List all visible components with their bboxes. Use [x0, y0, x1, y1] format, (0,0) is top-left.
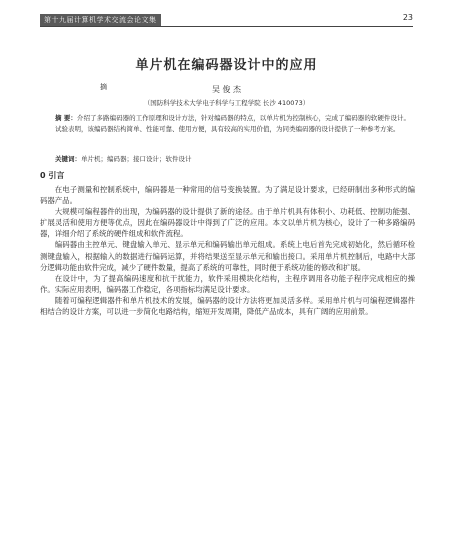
- journal-name: 第十九届计算机学术交流会论文集: [40, 14, 161, 26]
- author-affiliation: （国防科学技术大学电子科学与工程学院 长沙 410073）: [143, 99, 310, 107]
- body-text: [40, 184, 415, 317]
- paragraph: 在设计中，为了提高编码速度和抗干扰能力，软件采用模块化结构，主程序调用各功能子程序完成相应的操作。实际应用表明，编码器工作稳定，各项指标均满足设计要求。: [40, 273, 415, 294]
- paragraph: 大规模可编程器件的出现，为编码器的设计提供了新的途径。由于单片机具有体积小、功耗低、控制功能强、扩展灵活和使用方便等优点，因此在编码器设计中得到了广泛的应用。本文以单片机为核心，设计了一种多路编码器，详细介绍了系统的硬件组成和软件流程。: [40, 207, 415, 239]
- paragraph: 随着可编程逻辑器件和单片机技术的发展，编码器的设计方法将更加灵活多样。采用单片机与可编程逻辑器件相结合的设计方案，可以进一步简化电路结构，缩短开发周期，降低产品成本，具有广阔的应用前景。: [40, 295, 415, 317]
- keywords-text: 单片机；编码器；接口设计；软件设计: [81, 155, 192, 163]
- abstract: [55, 113, 410, 134]
- keywords: [55, 154, 410, 164]
- running-header: [40, 12, 413, 27]
- paragraph: 编码器由主控单元、键盘输入单元、显示单元和编码输出单元组成。系统上电后首先完成初始化，然后循环检测键盘输入，根据输入的数据进行编码运算，并将结果送至显示单元和输出接口。采用单片机控制后，电路中大部分逻辑功能由软件完成，减少了硬件数量，提高了系统的可靠性，同时便于系统功能的修改和扩展。: [40, 240, 415, 272]
- keywords-label: 关键词：: [55, 155, 81, 163]
- section-heading: 0 引言: [40, 171, 65, 180]
- author-name: 吴 俊 杰: [211, 85, 242, 94]
- margin-mark: 摘: [100, 83, 107, 91]
- page-number: 23: [402, 13, 413, 22]
- paper-title: 单片机在编码器设计中的应用: [135, 58, 318, 73]
- abstract-label: 摘 要：: [55, 114, 77, 122]
- paragraph: 在电子测量和控制系统中，编码器是一种常用的信号变换装置。为了满足设计要求，已经研制出多种形式的编码器产品。: [40, 185, 415, 206]
- abstract-text: 介绍了多路编码器的工作原理和设计方法，针对编码器的特点，以单片机为控制核心，完成了编码器的软硬件设计。试验表明，该编码器结构简单、性能可靠、使用方便，具有较高的实用价值，为同类编码器的设计提供了一种参考方案。: [55, 114, 411, 133]
